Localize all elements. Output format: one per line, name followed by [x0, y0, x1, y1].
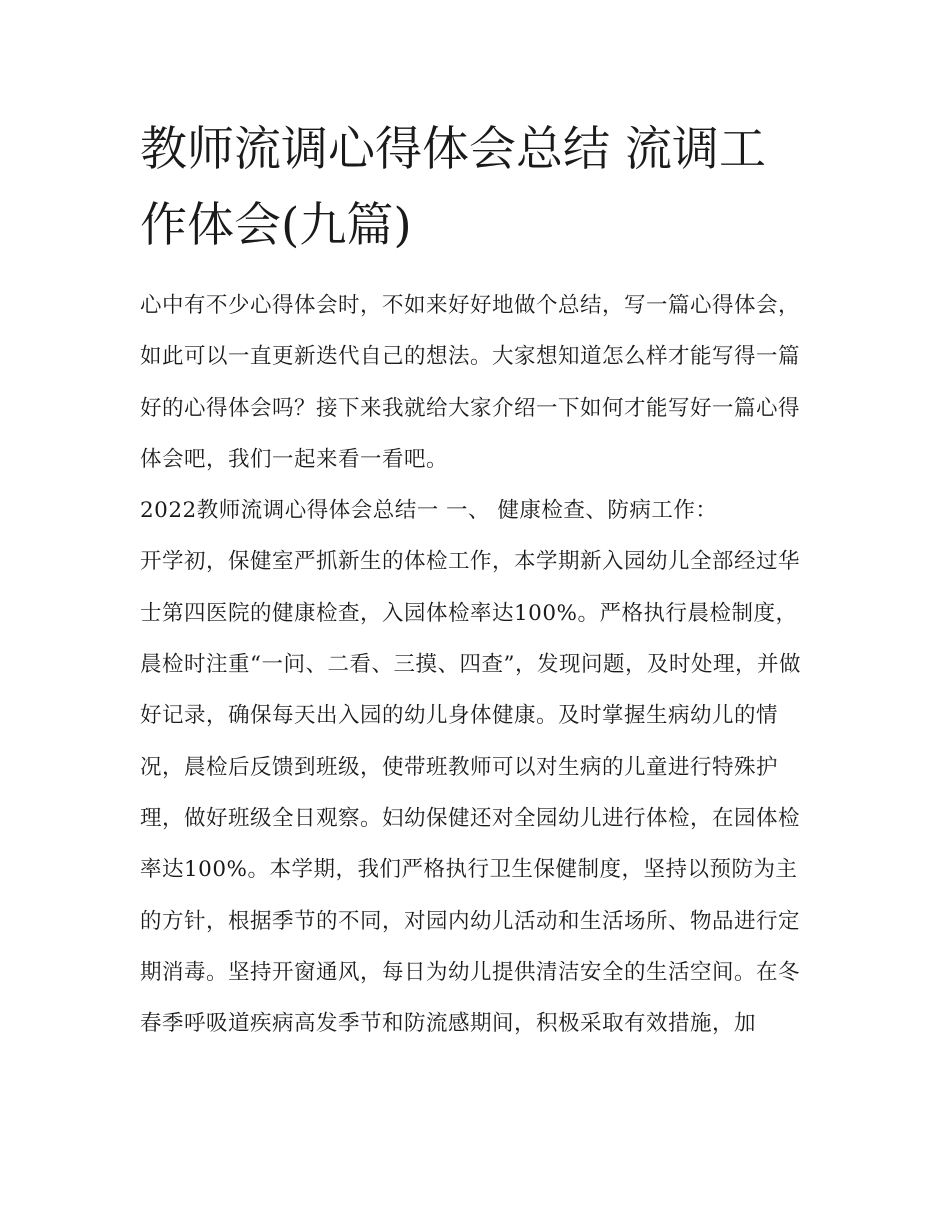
document-body	[140, 280, 812, 1049]
body-paragraph: 开学初，保健室严抓新生的体检工作，本学期新入园幼儿全部经过华士第四医院的健康检查，入园体检率达100%。严格执行晨检制度，晨检时注重“一问、二看、三摸、四查”，发现问题，及时处理，并做好记录，确保每天出入园的幼儿身体健康。及时掌握生病幼儿的情况，晨检后反馈到班级，使带班教师可以对生病的儿童进行特殊护理，做好班级全日观察。妇幼保健还对全园幼儿进行体检，在园体检率达100%。本学期，我们严格执行卫生保健制度，坚持以预防为主的方针，根据季节的不同，对园内幼儿活动和生活场所、物品进行定期消毒。坚持开窗通风，每日为幼儿提供清洁安全的生活空间。在冬春季呼吸道疾病高发季节和防流感期间，积极采取有效措施，加	[140, 549, 801, 1037]
document-title: 教师流调心得体会总结 流调工作体会(九篇)	[140, 122, 766, 253]
intro-paragraph: 心中有不少心得体会时，不如来好好地做个总结，写一篇心得体会，如此可以一直更新迭代自己的想法。大家想知道怎么样才能写得一篇好的心得体会吗？接下来我就给大家介绍一下如何才能写好一篇心得体会吧，我们一起来看一看吧。	[140, 293, 801, 472]
section-heading: 2022教师流调心得体会总结一 一、 健康检查、防病工作：	[140, 498, 718, 524]
